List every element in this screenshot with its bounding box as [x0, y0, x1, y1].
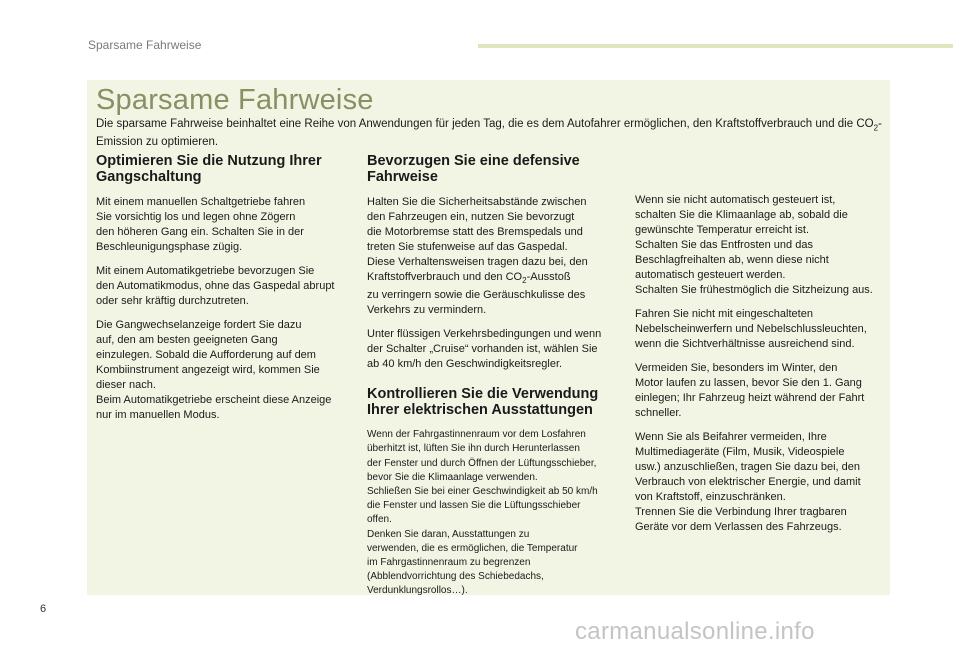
- column-defensive-driving: [367, 153, 625, 608]
- paragraph-manual-gearbox: Mit einem manuellen Schaltgetriebe fahren Sie vorsichtig los und legen ohne Zögern den höheren Gang ein. Schalten Sie in der Beschleunigungsphase zügig.: [96, 196, 306, 253]
- watermark: carmanualsonline.info: [575, 618, 815, 645]
- paragraph-cruise-control: Unter flüssigen Verkehrsbedingungen und wenn der Schalter „Cruise“ vorhanden ist, wählen Sie ab 40 km/h den Geschwindigkeitsregler.: [367, 328, 602, 371]
- section-header: Sparsame Fahrweise: [88, 38, 202, 52]
- page-number: 6: [40, 603, 47, 615]
- paragraph-ventilation: Wenn der Fahrgastinnenraum vor dem Losfahren überhitzt ist, lüften Sie ihn durch Herunterlassen der Fenster und durch Öffnen der Lüftungsschieber, bevor Sie die Klimaanlage verwenden. Schließen Sie bei einer Geschwindigkeit ab 50 km/h die Fenster und lassen Sie die Lüftungsschieber offen. Denken Sie daran, Ausstattungen zu verwenden, die es ermöglichen, die Temperatur im Fahrgastinnenraum zu begrenzen (Abblendvorrichtung des Schiebedachs, Verdunklungsrollos…).: [367, 429, 598, 597]
- heading-gear-shifting: Optimieren Sie die Nutzung Ihrer Gangschaltung: [96, 153, 322, 185]
- intro-paragraph: Die sparsame Fahrweise beinhaltet eine Reihe von Anwendungen für jeden Tag, die es dem Autofahrer ermöglichen, den Kraftstoffverbrauch und die $CO_2$-Emission zu optimieren.: [96, 118, 882, 149]
- paragraph-automatic-gearbox: Mit einem Automatikgetriebe bevorzugen Sie den Automatikmodus, ohne das Gaspedal abrupt oder sehr kräftig durchzutreten.: [96, 265, 335, 307]
- paragraph-fog-lights: Fahren Sie nicht mit eingeschalteten Nebelscheinwerfern und Nebelschlussleuchten, wenn die Sichtverhältnisse ausreichend sind.: [635, 308, 867, 350]
- paragraph-air-conditioning: Wenn sie nicht automatisch gesteuert ist, schalten Sie die Klimaanlage ab, sobald die gewünschte Temperatur erreicht ist. Schalten Sie das Entfrosten und das Beschlagfreihalten ab, wenn diese nicht automatisch gesteuert werden. Schalten Sie frühestmöglich die Sitzheizung aus.: [635, 194, 873, 296]
- paragraph-gear-indicator: Die Gangwechselanzeige fordert Sie dazu auf, den am besten geeigneten Gang einzulegen. Sobald die Aufforderung auf dem Kombiinstrument angezeigt wird, kommen Sie dieser nach. Beim Automatikgetriebe erscheint diese Anzeige nur im manuellen Modus.: [96, 319, 332, 421]
- column-equipment-tips: [635, 193, 890, 544]
- heading-defensive-driving: Bevorzugen Sie eine defensive Fahrweise: [367, 153, 580, 185]
- column-gear-shifting: [96, 153, 356, 432]
- header-rule: [478, 44, 953, 48]
- paragraph-multimedia-devices: Wenn Sie als Beifahrer vermeiden, Ihre Multimediageräte (Film, Musik, Videospiele usw.) anzuschließen, tragen Sie dazu bei, den Verbrauch von elektrischer Energie, und damit von Kraftstoff, einzuschränken. Trennen Sie die Verbindung Ihrer tragbaren Geräte vor dem Verlassen des Fahrzeugs.: [635, 431, 861, 533]
- heading-electrical-equipment: Kontrollieren Sie die Verwendung Ihrer elektrischen Ausstattungen: [367, 386, 599, 419]
- paragraph-safety-distance: Halten Sie die Sicherheitsabstände zwischen den Fahrzeugen ein, nutzen Sie bevorzugt die Motorbremse statt des Bremspedals und treten Sie stufenweise auf das Gaspedal. Diese Verhaltensweisen tragen dazu bei, den Kraftstoffverbrauch und den $CO_2$-Ausstoß zu verringern sowie die Geräuschkulisse des Verkehrs zu vermindern.: [367, 196, 588, 317]
- paragraph-engine-idling: Vermeiden Sie, besonders im Winter, den Motor laufen zu lassen, bevor Sie den 1. Gang einlegen; Ihr Fahrzeug heizt während der Fahrt schneller.: [635, 362, 865, 419]
- page-title: Sparsame Fahrweise: [96, 84, 374, 116]
